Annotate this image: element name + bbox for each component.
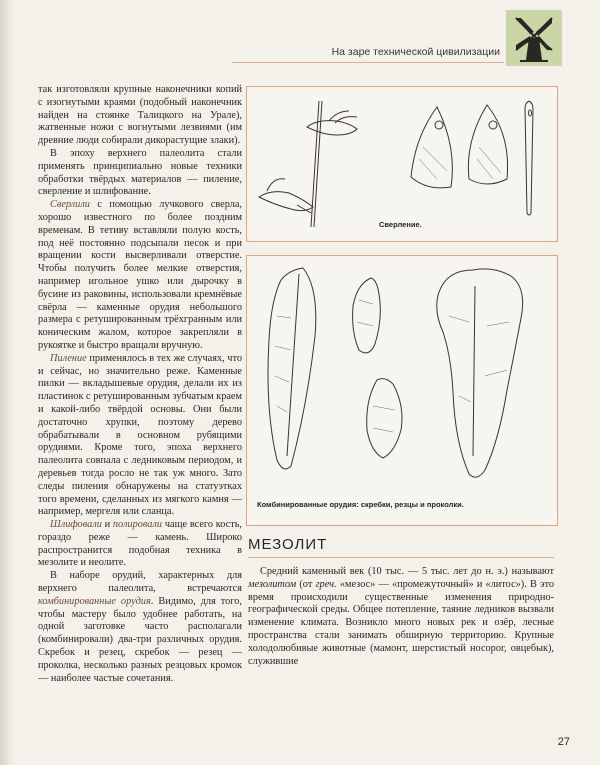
greek-abbrev: греч. — [315, 578, 337, 590]
term-drilling: Сверлили — [50, 199, 90, 211]
paragraph: В эпоху верхнего палеолита стали применять принципиально новые техники обработки твёрдых материалов — пиление, сверление и шлифование. — [38, 147, 242, 198]
paragraph-text: применялось в тех же случаях, что и сейчас, но значительно реже. Каменные пилки — вкладышевые орудия, делали их из пластинок с ретушированным зубчатым краем и какой-либо твёрдой основы. Они были достаточно хрупки, поэтому дерево обрабатывали в основном рубящими орудиями. Кроме того, эпоха верхнего палеолита совпала с ледниковым периодом, и деревьев тогда росло не так уж много. Зато следы пиления обнаружены на статуэтках того времени, сделанных из мягкого камня — например, мергеля или сланца. — [38, 352, 242, 518]
main-text-column — [38, 84, 242, 685]
paragraph-text: (от — [296, 578, 316, 590]
paragraph-text: и — [101, 519, 113, 531]
paragraph — [38, 519, 242, 570]
paragraph: так изготовляли крупные наконечники копий с изогнутыми краями (подобный наконечник найден на стоянке Талицкого на Урале), жатвенные ножи с вогнутыми лезвиями (им древние люди собирали дикорастущие злаки). — [38, 84, 242, 147]
header-divider — [232, 62, 504, 63]
term-polishing: полировали — [112, 519, 163, 531]
section-heading: МЕЗОЛИТ — [248, 536, 328, 553]
term-combined-tools: комбинированные орудия — [38, 595, 151, 607]
paragraph-text: чаще всего кость, гораздо реже — камень. Широко распространится подобная техника в мезолите и неолите. — [38, 519, 242, 569]
paragraph-text: с помощью лучкового сверла, хорошо известного по более поздним временам. В тетиву вставляли полую кость, под неё постоянно подсыпали песок и при вращении кости высверливали отверстие. Чтобы получить более мелкие отверстия, например игольное ушко или дырочку в бусине из раковины, использовали кремнёвые свёрла — каменные орудия небольшого размера с ретушированным трёхгранным или коническим жалом, которое закрепляли в рукоятке и быстро вращали вручную. — [38, 199, 242, 351]
figure-drilling — [246, 86, 558, 242]
drilling-illustration — [247, 87, 557, 241]
figure-caption: Сверление. — [379, 220, 422, 229]
stone-tools-illustration — [247, 256, 557, 525]
page-gutter-shadow — [0, 0, 14, 765]
paragraph — [38, 353, 242, 519]
paragraph — [38, 570, 242, 685]
figure-combined-tools — [246, 255, 558, 526]
section-text — [248, 566, 554, 668]
term-sawing: Пиление — [50, 352, 87, 364]
page-number: 27 — [557, 736, 570, 748]
paragraph-text: В наборе орудий, характерных для верхнего палеолита, встречаются — [38, 570, 242, 595]
term-mesolithic: мезолитом — [248, 578, 297, 590]
term-grinding: Шлифовали — [50, 519, 102, 531]
windmill-icon — [506, 10, 562, 66]
paragraph-text: «мезос» — «промежуточный» и «литос»). В это время происходили существенные изменения природно-географической среды. Общее потепление, таяние ледников вызвали изменение климата. Возникло много новых рек и озёр, лесные пространства стали занимать обширную территорию. Крупные холодолюбивые животные (мамонт, шерстистый носорог, овцебык), служившие — [248, 578, 555, 667]
paragraph-text: Средний каменный век (10 тыс. — 5 тыс. лет до н. э.) называют — [260, 566, 554, 577]
paragraph-text: . Видимо, для того, чтобы мастеру было удобнее работать, на одной заготовке часто располагали (комбинировали) два-три различных орудия. Скребок и резец, скребок — резец — проколка, несколько разных резцовых кромок — наиболее частые сочетания. — [38, 595, 243, 684]
paragraph — [38, 199, 242, 353]
paragraph — [248, 566, 554, 668]
figure-caption: Комбинированные орудия: скребки, резцы и проколки. — [257, 500, 464, 509]
running-header: На заре технической цивилизации — [331, 46, 500, 58]
section-divider — [248, 557, 554, 558]
